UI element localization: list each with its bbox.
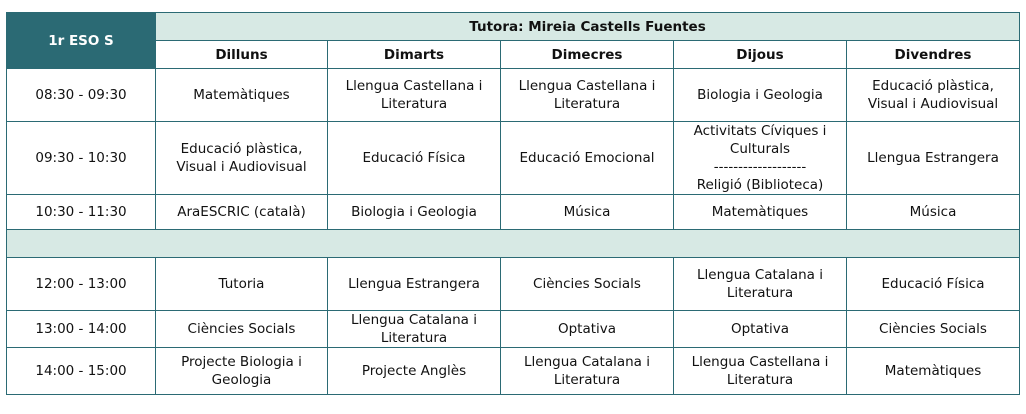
day-header: Dimecres: [501, 41, 674, 69]
subject-cell: Música: [847, 195, 1020, 230]
time-slot: 13:00 - 14:00: [7, 311, 156, 348]
subject-separator: -------------------: [713, 159, 807, 175]
day-header: Dilluns: [156, 41, 328, 69]
subject-cell: Llengua Catalana i Literatura: [328, 311, 501, 348]
break-cell: [7, 230, 1020, 258]
subject-cell: Matemàtiques: [847, 348, 1020, 395]
subject-cell: Llengua Catalana i Literatura: [674, 258, 847, 311]
subject-cell: Optativa: [501, 311, 674, 348]
table-row: [7, 258, 1020, 311]
subject-cell: Educació plàstica, Visual i Audiovisual: [156, 122, 328, 195]
timetable-container: [6, 12, 1020, 395]
table-row: [7, 311, 1020, 348]
subject-cell: Educació plàstica, Visual i Audiovisual: [847, 69, 1020, 122]
day-header: Divendres: [847, 41, 1020, 69]
time-slot: 12:00 - 13:00: [7, 258, 156, 311]
subject-cell: Tutoria: [156, 258, 328, 311]
subject-cell: Educació Física: [847, 258, 1020, 311]
subject-cell: Matemàtiques: [156, 69, 328, 122]
subject-cell: Biologia i Geologia: [328, 195, 501, 230]
subject-text: Activitats Cíviques i Culturals: [693, 123, 827, 157]
time-slot: 14:00 - 15:00: [7, 348, 156, 395]
break-row: [7, 230, 1020, 258]
tutor-name: Tutora: Mireia Castells Fuentes: [156, 13, 1020, 41]
day-header: Dijous: [674, 41, 847, 69]
subject-cell: Matemàtiques: [674, 195, 847, 230]
table-row: [7, 195, 1020, 230]
subject-cell-split: [674, 122, 847, 195]
time-slot: 09:30 - 10:30: [7, 122, 156, 195]
subject-cell: Projecte Anglès: [328, 348, 501, 395]
subject-cell: Llengua Castellana i Literatura: [501, 69, 674, 122]
subject-cell: Educació Emocional: [501, 122, 674, 195]
subject-cell: Llengua Castellana i Literatura: [674, 348, 847, 395]
class-name: 1r ESO S: [7, 13, 156, 69]
timetable: [6, 12, 1020, 395]
day-header: Dimarts: [328, 41, 501, 69]
subject-cell: Música: [501, 195, 674, 230]
time-slot: 08:30 - 09:30: [7, 69, 156, 122]
subject-cell: AraESCRIC (català): [156, 195, 328, 230]
subject-cell: Projecte Biologia i Geologia: [156, 348, 328, 395]
table-row: [7, 122, 1020, 195]
table-row: [7, 348, 1020, 395]
subject-cell: Ciències Socials: [501, 258, 674, 311]
subject-text-alt: Religió (Biblioteca): [696, 177, 824, 193]
subject-cell: Educació Física: [328, 122, 501, 195]
time-slot: 10:30 - 11:30: [7, 195, 156, 230]
subject-cell: Biologia i Geologia: [674, 69, 847, 122]
subject-cell: Ciències Socials: [847, 311, 1020, 348]
table-row: [7, 69, 1020, 122]
subject-cell: Ciències Socials: [156, 311, 328, 348]
subject-cell: Llengua Castellana i Literatura: [328, 69, 501, 122]
subject-cell: Llengua Catalana i Literatura: [501, 348, 674, 395]
subject-cell: Llengua Estrangera: [328, 258, 501, 311]
subject-cell: Llengua Estrangera: [847, 122, 1020, 195]
subject-cell: Optativa: [674, 311, 847, 348]
